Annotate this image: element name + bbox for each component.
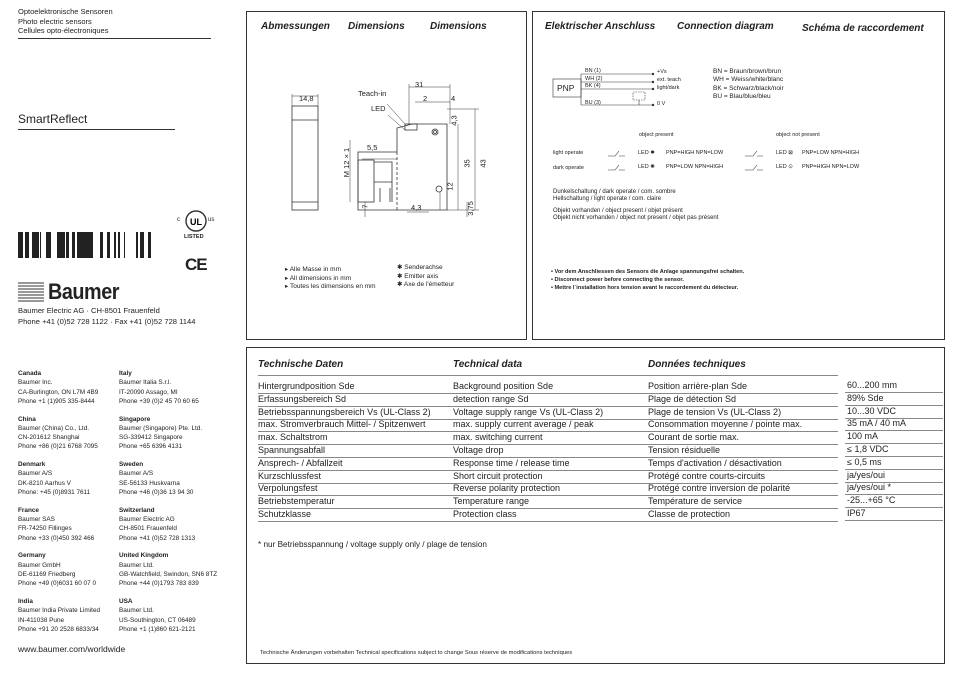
barcode-bar xyxy=(66,232,69,258)
dim-4: 4 xyxy=(451,94,456,103)
tech-title-de: Technische Daten xyxy=(258,359,344,370)
led-dk-not: LED ⊙ xyxy=(776,164,793,170)
company-line2: Phone +41 (0)52 728 1122 · Fax +41 (0)52 728 1144 xyxy=(18,317,196,326)
office-entry xyxy=(119,460,193,497)
tech-de: Betriebstemperatur xyxy=(258,496,335,507)
office-phone: Phone +91 20 2528 6833/34 xyxy=(18,625,99,633)
category-de: Optoelektronische Sensoren xyxy=(18,7,113,16)
office-phone: Phone +49 (0)6031 60 07 0 xyxy=(18,580,96,588)
term-teach: ext. teach xyxy=(657,77,681,83)
barcode-bar xyxy=(62,232,65,258)
barcode-bar xyxy=(140,232,141,258)
led-on-icon: ⊙ xyxy=(788,164,793,170)
wire-bu: BU (3) xyxy=(585,100,601,106)
barcode-bar xyxy=(48,232,49,258)
office-name: Baumer Ltd. xyxy=(119,561,154,569)
tech-en: max. supply current average / peak xyxy=(453,419,594,430)
state-lp-present: PNP=HIGH NPN=LOW xyxy=(666,150,724,156)
barcode-bar xyxy=(100,232,103,258)
tech-de: Betriebsspannungsbereich Vs (UL-Class 2) xyxy=(258,406,431,417)
office-entry xyxy=(18,597,100,634)
dark-operate-label: dark operate xyxy=(553,165,584,171)
office-name: Baumer Electric AG xyxy=(119,516,175,524)
divider xyxy=(258,375,838,376)
company-info xyxy=(18,305,195,327)
office-country: Italy xyxy=(119,370,132,377)
barcode-bar xyxy=(25,232,28,258)
tech-fr: Position arrière-plan Sde xyxy=(648,381,748,391)
office-name: Baumer Italia S.r.l. xyxy=(119,379,172,387)
office-phone: Phone: +45 (0)8931 7611 xyxy=(18,489,91,497)
tech-en: Reverse polarity protection xyxy=(453,483,561,494)
tech-de: max. Schaltstrom xyxy=(258,432,328,443)
disclaimer: Technische Änderungen vorbehalten Technical specifications subject to change Sous réserve de modifications techniques xyxy=(260,650,573,656)
c-mark: c xyxy=(177,217,180,223)
barcode-bar xyxy=(107,232,110,258)
term-0v: 0 V xyxy=(657,101,666,107)
office-entry xyxy=(119,415,202,452)
tech-de: Erfassungsbereich Sd xyxy=(258,393,347,404)
barcode-bar xyxy=(91,232,93,258)
office-addr: SE-56133 Huskvarna xyxy=(119,479,180,487)
tech-fr: Classe de protection xyxy=(648,509,731,519)
tech-value: ja/yes/oui xyxy=(845,470,943,483)
barcode-bar xyxy=(22,232,23,258)
tech-fr: Température de service xyxy=(648,496,743,507)
wire-wh: WH (2) xyxy=(585,76,603,82)
led-lp-not: LED ⊠ xyxy=(776,150,793,156)
office-addr: FR-74250 Fillinges xyxy=(18,525,72,533)
office-country: Germany xyxy=(18,552,46,560)
office-name: Baumer (China) Co., Ltd. xyxy=(18,424,90,432)
dim-notes-right: ✱ Senderachse ✱ Emitter axis ✱ Axe de l'émetteur xyxy=(397,264,455,288)
barcode-bar xyxy=(59,232,62,258)
office-name: Baumer SAS xyxy=(18,516,55,524)
ce-mark: CE xyxy=(185,255,207,274)
product-name: SmartReflect xyxy=(18,112,88,126)
office-entry xyxy=(119,369,199,406)
office-country: Switzerland xyxy=(119,506,155,514)
tech-fr: Consommation moyenne / pointe max. xyxy=(648,419,803,430)
tech-en: Short circuit protection xyxy=(453,470,543,481)
dim-7: 7 xyxy=(360,204,370,209)
office-addr: CH-8501 Frauenfeld xyxy=(119,525,177,533)
office-entry xyxy=(18,369,98,406)
barcode-bar xyxy=(82,232,85,258)
tech-de: Verpolungsfest xyxy=(258,483,318,494)
website-link[interactable]: www.baumer.com/worldwide xyxy=(18,644,126,654)
tech-en: detection range Sd xyxy=(453,393,529,404)
office-addr: GB-Watchfield, Swindon, SN6 8TZ xyxy=(119,570,218,578)
tech-title-en: Technical data xyxy=(453,359,523,370)
company-line1: Baumer Electric AG · CH-8501 Frauenfeld xyxy=(18,306,160,315)
conn-title-de: Elektrischer Anschluss xyxy=(545,21,656,32)
tech-en: Voltage supply range Vs (UL-Class 2) xyxy=(453,406,604,417)
tech-value: -25...+65 °C xyxy=(845,495,943,508)
barcode-bar xyxy=(20,232,22,258)
office-phone: Phone +65 6396 4131 xyxy=(119,443,183,451)
office-addr: US-Southington, CT 06489 xyxy=(119,616,196,624)
brand-text: Baumer xyxy=(48,279,120,304)
office-country: India xyxy=(18,598,33,605)
tech-value: ≤ 1,8 VDC xyxy=(845,444,943,457)
barcode-bar xyxy=(141,232,144,258)
office-entry xyxy=(18,460,90,497)
tech-de: Spannungsabfall xyxy=(258,445,326,455)
office-country: USA xyxy=(119,598,133,605)
office-phone: Phone +86 (0)21 6768 7095 xyxy=(18,443,98,451)
footnote: * nur Betriebsspannung / voltage supply only / plage de tension xyxy=(258,540,487,549)
safety-warnings: • Vor dem Anschliessen des Sensors die Anlage spannungsfrei schalten. • Disconnect power before connecting the sensor. • Mettre l´installation hors tension avant le raccordement du détecteur. xyxy=(551,269,745,291)
operate-notes: Dunkelschaltung / dark operate / com. sombre Hellschaltung / light operate / com. claire xyxy=(553,189,676,202)
dim-12: 12 xyxy=(445,182,455,191)
listed-text: LISTED xyxy=(184,234,204,240)
barcode-bar xyxy=(37,232,39,258)
office-addr: SG-339412 Singapore xyxy=(119,434,183,442)
tech-en: Background position Sde xyxy=(453,381,554,391)
dim-4-3a: 4,3 xyxy=(449,115,459,126)
dim-31: 31 xyxy=(415,80,424,89)
wire-bn: BN (1) xyxy=(585,68,601,74)
tech-fr: Courant de sortie max. xyxy=(648,432,740,443)
dim-14-8: 14,8 xyxy=(299,94,314,103)
dim-4-3b: 4,3 xyxy=(411,203,422,212)
office-addr: DE-61169 Friedberg xyxy=(18,570,76,578)
tech-de: max. Stromverbrauch Mittel- / Spitzenwert xyxy=(258,419,426,430)
dimensions-box xyxy=(246,11,527,340)
led-on-icon: ✹ xyxy=(650,150,655,156)
divider xyxy=(18,38,211,39)
barcode-bar xyxy=(18,232,20,258)
tech-fr: Temps d'activation / désactivation xyxy=(648,457,782,468)
led-lp-present: LED ✹ xyxy=(638,150,655,156)
divider xyxy=(18,129,175,130)
state-lp-not: PNP=LOW NPN=HIGH xyxy=(802,150,860,156)
office-country: Denmark xyxy=(18,461,46,469)
barcode xyxy=(18,232,152,258)
office-country: France xyxy=(18,506,39,514)
category-en: Photo electric sensors xyxy=(18,16,92,26)
barcode-bar xyxy=(85,232,86,258)
term-vs: +Vs xyxy=(657,69,667,75)
state-dk-present: PNP=LOW NPN=HIGH xyxy=(666,164,724,170)
dim-35: 35 xyxy=(462,159,472,168)
tech-de: Hintergrundposition Sde xyxy=(258,381,355,391)
barcode-bar xyxy=(57,232,59,258)
office-country: Canada xyxy=(18,370,42,377)
office-name: Baumer A/S xyxy=(119,470,154,478)
connection-box xyxy=(532,11,945,340)
office-name: Baumer A/S xyxy=(18,470,53,478)
ul-listed-mark xyxy=(176,208,216,244)
tech-fr: Tension résiduelle xyxy=(648,445,721,455)
tech-en: Temperature range xyxy=(453,496,530,507)
category-block xyxy=(18,7,113,36)
office-entry xyxy=(119,597,196,634)
office-country: China xyxy=(18,415,36,423)
svg-text:UL: UL xyxy=(190,217,202,227)
dim-2: 2 xyxy=(423,94,428,103)
dimension-drawing xyxy=(247,12,526,242)
tech-fr: Plage de détection Sd xyxy=(648,393,737,404)
office-entry xyxy=(18,506,94,543)
barcode-bar xyxy=(72,232,75,258)
office-entry xyxy=(119,551,217,588)
barcode-bar xyxy=(136,232,138,258)
wire-bk: BK (4) xyxy=(585,83,601,89)
tech-value: 89% Sde xyxy=(845,393,943,406)
techdata-box xyxy=(246,347,945,664)
office-name: Baumer India Private Limited xyxy=(18,607,101,615)
tech-value: ja/yes/oui * xyxy=(845,482,943,495)
office-country: Sweden xyxy=(119,461,144,469)
office-entry xyxy=(119,506,195,543)
barcode-bar xyxy=(89,232,91,258)
tech-en: max. switching current xyxy=(453,432,543,443)
tech-value: 60...200 mm xyxy=(845,380,943,393)
tech-de: Ansprech- / Abfallzeit xyxy=(258,457,343,468)
barcode-bar xyxy=(148,232,151,258)
office-phone: Phone +41 (0)52 728 1313 xyxy=(119,534,196,542)
barcode-bar xyxy=(28,232,29,258)
tech-de: Schutzklasse xyxy=(258,509,312,519)
office-addr: IT-20090 Assago, MI xyxy=(119,388,178,396)
tech-de: Kurzschlussfest xyxy=(258,470,322,481)
tech-en: Response time / release time xyxy=(453,457,570,468)
tech-en: Voltage drop xyxy=(453,445,504,455)
dim-title-fr: Dimensions xyxy=(430,21,487,32)
term-lightdark: light/dark xyxy=(657,85,680,91)
barcode-bar xyxy=(124,232,125,258)
conn-title-en: Connection diagram xyxy=(677,21,774,32)
office-country: United Kingdom xyxy=(119,552,169,560)
light-operate-label: light operate xyxy=(553,150,584,156)
dim-3-75: 3,75 xyxy=(465,201,475,216)
barcode-bar xyxy=(118,232,119,258)
dim-notes-left: ▸ Alle Masse in mm ▸ All dimensions in mm ▸ Toutes les dimensions en mm xyxy=(285,266,376,290)
object-notes: Objekt vorhanden / object present / objet présent Objekt nicht vorhanden / object not present / objet pas présent xyxy=(553,208,719,221)
office-name: Baumer GmbH xyxy=(18,561,61,569)
us-mark: us xyxy=(208,217,215,223)
tech-title-fr: Données techniques xyxy=(648,359,746,370)
tech-fr: Protégé contre inversion de polarité xyxy=(648,483,791,494)
dim-title-de: Abmessungen xyxy=(261,21,330,32)
tech-value: 35 mA / 40 mA xyxy=(845,418,943,431)
office-phone: Phone +1 (1)905 335-8444 xyxy=(18,397,95,405)
wire-legend: BN = Braun/brown/brun WH = Weiss/white/blanc BK = Schwarz/black/noir BU = Blau/blue/bleu xyxy=(713,68,784,101)
tech-fr: Plage de tension Vs (UL-Class 2) xyxy=(648,406,782,417)
barcode-bar xyxy=(77,232,79,258)
led-off-icon: ⊠ xyxy=(788,150,793,156)
barcode-bar xyxy=(49,232,51,258)
tech-value: IP67 xyxy=(845,508,943,521)
office-addr: DK-8210 Aarhus V xyxy=(18,479,71,487)
office-entry xyxy=(18,551,96,588)
office-name: Baumer (Singapore) Pte. Ltd. xyxy=(119,424,203,432)
office-phone: Phone +46 (0)36 13 94 30 xyxy=(119,489,194,497)
office-addr: CN-201612 Shanghai xyxy=(18,434,80,442)
dim-m12: M 12 × 1 xyxy=(342,147,352,178)
dim-5-5: 5,5 xyxy=(367,143,378,152)
led-off-icon: ✺ xyxy=(650,164,655,170)
obj-present-label: object present xyxy=(639,132,674,138)
led-label: LED xyxy=(371,104,386,113)
dim-43: 43 xyxy=(478,159,488,168)
pnp-label: PNP xyxy=(557,83,575,93)
tech-values xyxy=(247,380,944,540)
baumer-logo xyxy=(18,279,120,308)
office-entry xyxy=(18,415,98,452)
office-name: Baumer Ltd. xyxy=(119,607,154,615)
barcode-bar xyxy=(114,232,116,258)
teach-in-label: Teach-in xyxy=(358,89,387,98)
barcode-bar xyxy=(46,232,48,258)
barcode-bar xyxy=(119,232,120,258)
office-phone: Phone +39 (0)2 45 70 60 65 xyxy=(119,397,199,405)
office-addr: IN-411038 Pune xyxy=(18,616,65,624)
led-dk-present: LED ✺ xyxy=(638,164,655,170)
category-fr: Cellules opto-électroniques xyxy=(18,26,109,35)
tech-fr: Protégé contre courts-circuits xyxy=(648,470,766,481)
dim-title-en: Dimensions xyxy=(348,21,405,32)
barcode-bar xyxy=(79,232,82,258)
tech-value: 10...30 VDC xyxy=(845,406,943,419)
office-phone: Phone +1 (1)860 621-2121 xyxy=(119,625,196,633)
state-dk-not: PNP=HIGH NPN=LOW xyxy=(802,164,860,170)
obj-not-present-label: object not present xyxy=(776,132,820,138)
office-name: Baumer Inc. xyxy=(18,379,53,387)
office-phone: Phone +44 (0)1793 783 839 xyxy=(119,580,199,588)
tech-value: 100 mA xyxy=(845,431,943,444)
tech-value: ≤ 0,5 ms xyxy=(845,457,943,470)
barcode-bar xyxy=(40,232,41,258)
barcode-bar xyxy=(86,232,89,258)
tech-en: Protection class xyxy=(453,509,517,519)
office-addr: CA-Burlington, ON L7M 4B9 xyxy=(18,388,99,396)
conn-title-fr: Schéma de raccordement xyxy=(802,23,924,34)
barcode-bar xyxy=(32,232,34,258)
office-phone: Phone +33 (0)450 392 466 xyxy=(18,534,95,542)
office-country: Singapore xyxy=(119,415,151,423)
barcode-bar xyxy=(34,232,37,258)
